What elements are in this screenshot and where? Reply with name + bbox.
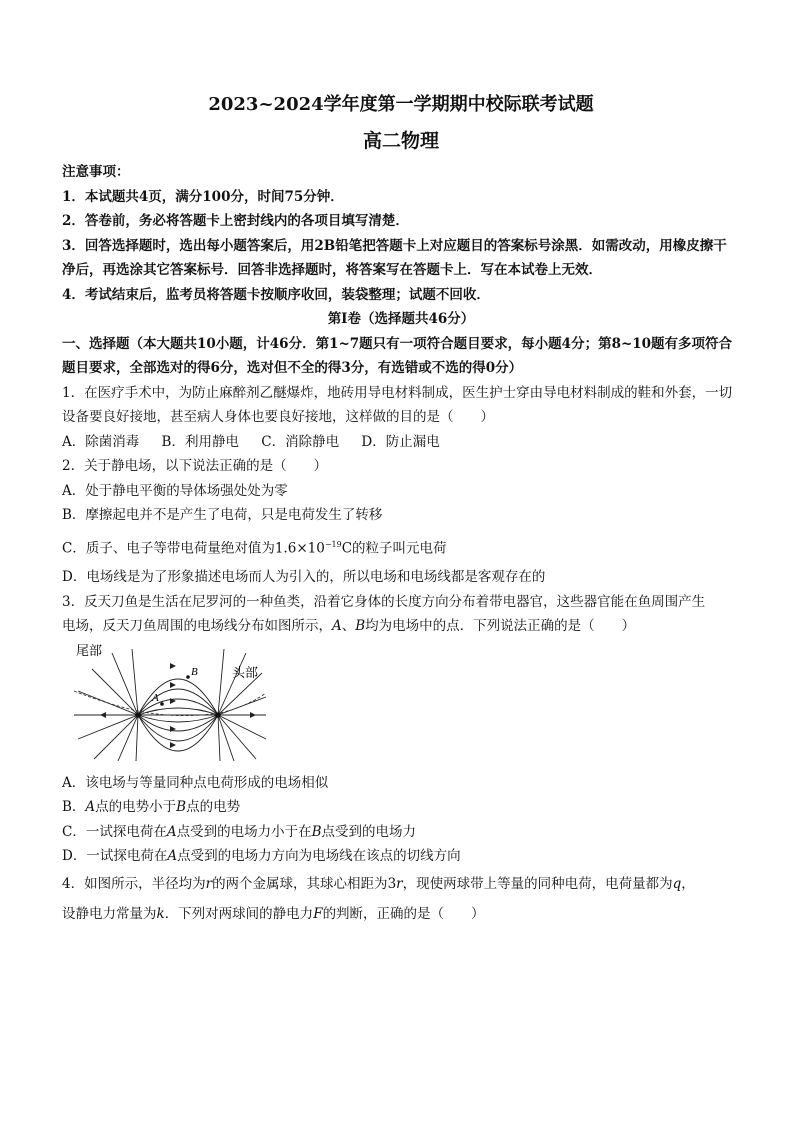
formula-exponent: −19 xyxy=(324,539,342,549)
option-c: C．消除静电 xyxy=(261,433,340,450)
stem-text: ， xyxy=(681,875,695,892)
question-stem xyxy=(62,869,740,899)
stem-text: ．下列对两球间的静电力 xyxy=(164,905,314,922)
point-a-label: A xyxy=(152,691,159,704)
notes-heading: 注意事项： xyxy=(62,164,130,180)
option-c xyxy=(62,820,740,845)
option-text: C．一试探电荷在 xyxy=(62,823,167,840)
point-b-marker xyxy=(186,675,190,679)
point-b-label: B xyxy=(191,665,198,678)
point-a-marker xyxy=(160,702,164,706)
option-text: 点的电势 xyxy=(186,799,241,815)
option-text: 点受到的电场力小于在 xyxy=(176,823,312,840)
option-d: D．电场线是为了形象描述电场而人为引入的，所以电场和电场线都是客观存在的 xyxy=(62,569,546,585)
question-1 xyxy=(62,381,740,455)
option-b: B．摩擦起电并不是产生了电荷，只是电荷发生了转移 xyxy=(62,507,383,523)
option-d xyxy=(62,844,740,869)
right-charge xyxy=(215,712,221,718)
left-charge xyxy=(135,712,141,718)
formula-value: 1.6×10 xyxy=(274,540,325,556)
stem-text: 电场，反天刀鱼周围的电场线分布如图所示， xyxy=(62,618,332,634)
option-d: D．防止漏电 xyxy=(361,433,440,450)
option-text: C．质子、电子等带电荷量绝对值为 xyxy=(62,540,275,556)
stem-text: 设静电力常量为 xyxy=(62,905,157,922)
question-4 xyxy=(62,869,740,929)
section-instruction: 一、选择题（本大题共10小题，计46分．第1~7题只有一项符合题目要求，每小题4分；第8~10题有多项符合题目要求，全部选对的得6分，选对但不全的得3分，有选错或不选的得0分） xyxy=(62,335,733,376)
stem-text: 的两个金属球，其球心相距为 xyxy=(212,875,388,892)
head-label: 头部 xyxy=(232,664,259,680)
point-b-label: B xyxy=(355,618,366,634)
subject-title: 高二物理 xyxy=(362,130,439,152)
notes-block xyxy=(62,160,740,307)
point-a-label: A xyxy=(166,823,177,840)
question-stem: 1．在医疗手术中，为防止麻醉剂乙醚爆炸，地砖用导电材料制成，医生护士穿由导电材料制成的鞋和外套，一切设备要良好接地，甚至病人身体也要良好接地，这样做的目的是（ ） xyxy=(62,384,733,425)
question-stem: 2．关于静电场，以下说法正确的是（ ） xyxy=(62,458,328,474)
option-text: 点受到的电场力方向为电场线在该点的切线方向 xyxy=(177,848,461,864)
constant-symbol: k xyxy=(156,905,165,922)
options-row xyxy=(62,430,740,455)
stem-text: 均为电场中的点．下列说法正确的是（ ） xyxy=(365,618,636,634)
tail-label: 尾部 xyxy=(76,642,103,658)
question-stem: 3．反天刀鱼是生活在尼罗河的一种鱼类，沿着它身体的长度方向分布着带电器官，这些器官能在鱼周围产生 xyxy=(62,593,706,610)
radius-symbol: r xyxy=(396,875,403,892)
option-text: 点的电势小于 xyxy=(95,799,177,815)
radius-symbol: r xyxy=(205,875,213,892)
charge-symbol: q xyxy=(672,875,682,892)
note-item: 4．考试结束后，监考员将答题卡按顺序收回，装袋整理；试题不回收． xyxy=(62,286,490,303)
exam-page xyxy=(62,92,740,929)
point-b-label: B xyxy=(176,799,187,815)
stem-text: 的判断，正确的是（ ） xyxy=(322,905,485,922)
distance-coefficient: 3 xyxy=(387,875,397,892)
force-symbol: F xyxy=(313,905,323,922)
electric-field-figure xyxy=(70,641,270,761)
option-text: 的粒子叫元电荷 xyxy=(352,540,447,556)
question-3 xyxy=(62,590,740,869)
option-a: A．除菌消毒 xyxy=(62,433,140,450)
note-item: 2．答卷前，务必将答题卡上密封线内的各项目填写清楚． xyxy=(62,213,409,229)
question-2 xyxy=(62,454,740,590)
stem-text: 、 xyxy=(341,618,356,634)
option-text: D．一试探电荷在 xyxy=(62,848,168,864)
option-b xyxy=(62,795,740,820)
question-stem xyxy=(62,899,740,929)
formula-unit: C xyxy=(341,540,353,556)
question-stem xyxy=(62,614,740,639)
option-a: A．处于静电平衡的导体场强处处为零 xyxy=(62,482,288,499)
option-c xyxy=(62,528,740,566)
point-a-label: A xyxy=(167,848,178,864)
note-item: 3．回答选择题时，选出每小题答案后，用2B铅笔把答题卡上对应题目的答案标号涂黑．如需改动，用橡皮擦干净后，再选涂其它答案标号．回答非选择题时，将答案写在答题卡上．写在本试卷上无效． xyxy=(62,237,727,278)
point-b-label: B xyxy=(311,823,322,840)
stem-text: ，现使两球带上等量的同种电荷，电荷量都为 xyxy=(402,875,673,892)
point-a-label: A xyxy=(85,799,96,815)
note-item: 1．本试题共4页，满分100分，时间75分钟． xyxy=(62,188,344,205)
option-a: A．该电场与等量同种点电荷形成的电场相似 xyxy=(62,774,329,791)
exam-title: 2023~2024学年度第一学期期中校际联考试题 xyxy=(208,94,594,115)
stem-text: 4．如图所示，半径均为 xyxy=(62,875,206,892)
option-text: B． xyxy=(62,799,86,815)
point-a-label: A xyxy=(332,618,342,634)
section-title: 第Ⅰ卷（选择题共46分） xyxy=(327,311,475,327)
option-b: B．利用静电 xyxy=(161,433,239,450)
option-text: 点受到的电场力 xyxy=(321,823,417,840)
